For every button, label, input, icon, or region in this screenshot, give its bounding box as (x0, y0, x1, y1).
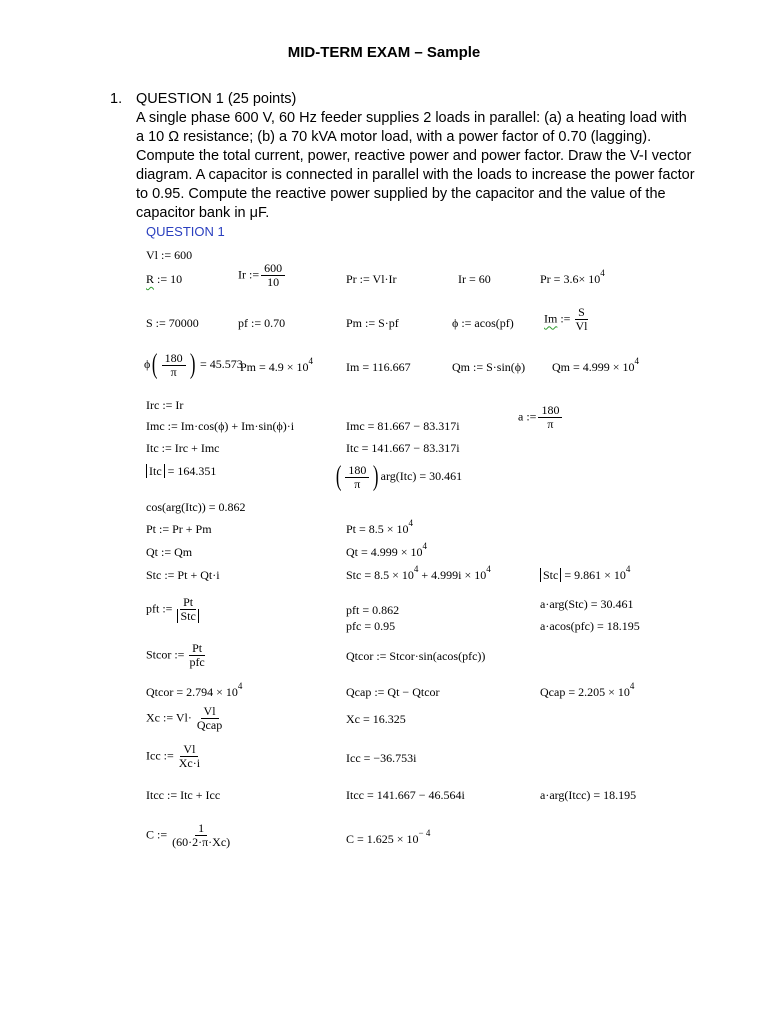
eq-a-def (518, 404, 564, 431)
eq-r-def (146, 272, 182, 286)
eq-icc-val: Icc = −36.753i (346, 751, 417, 765)
eq-itc-val: Itc = 141.667 − 83.317i (346, 441, 460, 455)
icc-denominator: Xc·i (178, 756, 201, 770)
stcor-numerator: Pt (189, 642, 205, 656)
eq-qm-val (552, 356, 640, 375)
eq-a-arg-stc: a·arg(Stc) = 30.461 (540, 597, 634, 611)
eq-phi-def: ϕ := acos(pf) (452, 316, 514, 330)
im-fraction (572, 306, 590, 333)
question-number: 1. (110, 91, 123, 107)
eq-pf-def: pf := 0.70 (238, 316, 286, 330)
paren-close-glyph: ) (189, 349, 196, 380)
eq-xc-def (146, 705, 227, 732)
stc-abs-var: Stc (540, 568, 561, 582)
eq-itcc-val: Itcc = 141.667 − 46.564i (346, 788, 465, 802)
eq-stc-abs (540, 564, 631, 583)
pr-val-exp: 4 (600, 268, 605, 278)
xc-fraction (194, 705, 225, 732)
eq-a-acos-pfc: a·acos(pfc) = 18.195 (540, 619, 640, 633)
eq-stc-def: Stc := Pt + Qt·i (146, 568, 220, 582)
eq-ir-def (238, 262, 287, 289)
im-denominator: Vl (575, 319, 588, 333)
eq-c-def (146, 822, 235, 849)
pm-val-base: Pm = 4.9 × 10 (240, 360, 309, 374)
eq-im-val: Im = 116.667 (346, 360, 411, 374)
stc-abs-base: = 9.861 × 10 (561, 568, 626, 582)
phi-deg-numerator: 180 (162, 352, 186, 366)
page-title: MID-TERM EXAM – Sample (287, 44, 481, 61)
section-label: QUESTION 1 (146, 224, 225, 239)
phi-deg-denominator: π (170, 364, 177, 379)
stcor-fraction (186, 642, 207, 669)
question-text: A single phase 600 V, 60 Hz feeder supplies 2 loads in parallel: (a) a heating load with a 10 Ω resistance; (b) a 70 kVA motor load, with a power factor of 0.70 (lagging). Compute the total current, power, reactive power and power factor. Draw the V-I vector diagram. A capacitor is connected in parallel with the loads to increase the power factor to 0.95. Compute the reactive power supplied by the capacitor and the value of the capacitor bank in μF. (136, 110, 695, 221)
itc-arg-rest: arg(Itc) = 30.461 (380, 468, 463, 483)
stcor-lhs: Stcor := (146, 647, 185, 662)
paren-close-glyph: ) (373, 461, 379, 492)
itc-arg-fraction (345, 464, 369, 491)
c-fraction (169, 822, 233, 849)
qt-val-base: Qt = 4.999 × 10 (346, 545, 423, 559)
ir-fraction (261, 262, 285, 289)
eq-pfc-val: pfc = 0.95 (346, 619, 396, 633)
eq-cos-arg: cos(arg(Itc)) = 0.862 (146, 500, 246, 514)
phi-deg-fraction (162, 352, 186, 379)
eq-itc-abs (146, 464, 216, 478)
eq-ir-val: Ir = 60 (458, 272, 491, 286)
pt-val-exp: 4 (408, 518, 414, 528)
eq-imc-val: Imc = 81.667 − 83.317i (346, 419, 460, 433)
eq-qcap-def: Qcap := Qt − Qtcor (346, 685, 440, 699)
qtcor-val-exp: 4 (237, 681, 243, 691)
r-rest: := 10 (154, 272, 183, 286)
im-numerator: S (575, 306, 588, 320)
eq-xc-val: Xc = 16.325 (346, 712, 406, 726)
qm-val-base: Qm = 4.999 × 10 (552, 360, 635, 374)
a-fraction (538, 404, 562, 431)
stc-abs-exp: 4 (625, 564, 631, 574)
c-val-exp: − 4 (418, 828, 431, 838)
eq-qm-def: Qm := S·sin(ϕ) (452, 360, 526, 374)
phi-deg-val: = 45.573 (199, 356, 243, 371)
r-var: R (146, 272, 155, 286)
eq-stcor-def (146, 642, 210, 669)
pt-val-base: Pt = 8.5 × 10 (346, 522, 409, 536)
eq-pr-def: Pr := Vl·Ir (346, 272, 397, 286)
im-var: Im (544, 311, 558, 326)
eq-pm-def: Pm := S·pf (346, 316, 399, 330)
eq-qt-def: Qt := Qm (146, 545, 193, 559)
icc-numerator: Vl (180, 743, 198, 757)
qcap-val-base: Qcap = 2.205 × 10 (540, 685, 630, 699)
a-lhs: a := (518, 409, 537, 424)
eq-qtcor-def: Qtcor := Stcor·sin(acos(pfc)) (346, 649, 486, 663)
eq-icc-def (146, 743, 205, 770)
stcor-denominator: pfc (189, 655, 205, 669)
pr-val-base: Pr = 3.6× 10 (540, 272, 601, 286)
pft-denominator-abs: Stc (177, 609, 198, 623)
eq-qcap-val (540, 681, 635, 700)
eq-itc-def: Itc := Irc + Imc (146, 441, 220, 455)
pft-lhs: pft := (146, 601, 173, 616)
eq-qt-val (346, 541, 428, 560)
xc-numerator: Vl (201, 705, 219, 719)
question-heading-text: QUESTION 1 (25 points) (136, 91, 297, 107)
phi-deg-fn: ϕ (144, 356, 151, 371)
eq-vl-def: Vl := 600 (146, 248, 193, 262)
eq-pr-val (540, 268, 605, 287)
ir-denominator: 10 (267, 275, 280, 289)
c-numerator: 1 (195, 822, 207, 836)
qcap-val-exp: 4 (629, 681, 635, 691)
ir-lhs: Ir := (238, 267, 260, 282)
stc-val-a: Stc = 8.5 × 10 (346, 568, 414, 582)
ir-numerator: 600 (261, 262, 285, 276)
itc-arg-denominator: π (354, 476, 361, 491)
eq-qtcor-val (146, 681, 243, 700)
qtcor-val-base: Qtcor = 2.794 × 10 (146, 685, 238, 699)
stc-val-a-exp: 4 (413, 564, 419, 574)
eq-pt-def: Pt := Pr + Pm (146, 522, 212, 536)
icc-lhs: Icc := (146, 748, 174, 763)
qt-val-exp: 4 (422, 541, 428, 551)
a-numerator: 180 (538, 404, 562, 418)
c-lhs: C := (146, 827, 168, 842)
c-denominator: (60·2·π·Xc) (172, 835, 231, 849)
stc-val-b-exp: 4 (486, 564, 491, 574)
eq-pft-def (146, 596, 204, 623)
itc-arg-numerator: 180 (345, 464, 369, 478)
icc-fraction (176, 743, 203, 770)
question-heading (110, 91, 296, 107)
pm-val-exp: 4 (308, 356, 314, 366)
eq-c-val (346, 828, 431, 847)
stc-val-b: + 4.999i × 10 (418, 568, 487, 582)
pft-numerator: Pt (180, 596, 196, 610)
eq-pm-val (240, 356, 314, 375)
paren-open-glyph: ( (335, 461, 342, 492)
eq-im-def (544, 306, 592, 333)
pft-denominator (174, 610, 201, 623)
eq-pt-val (346, 518, 414, 537)
xc-lhs: Xc := Vl· (146, 710, 192, 725)
eq-stc-val (346, 564, 491, 583)
eq-itcc-def: Itcc := Itc + Icc (146, 788, 221, 802)
eq-imc-def: Imc := Im·cos(ϕ) + Im·sin(ϕ)·i (146, 419, 295, 433)
eq-pft-val: pft = 0.862 (346, 603, 400, 617)
itc-abs-var: Itc (146, 464, 165, 478)
c-val-base: C = 1.625 × 10 (346, 832, 419, 846)
qm-val-exp: 4 (634, 356, 640, 366)
im-rest: := (557, 311, 571, 326)
itc-abs-val: = 164.351 (164, 464, 217, 478)
pft-fraction (174, 596, 201, 623)
eq-phi-deg (144, 350, 243, 380)
eq-s-def: S := 70000 (146, 316, 199, 330)
a-denominator: π (547, 417, 554, 431)
eq-irc-def: Irc := Ir (146, 398, 184, 412)
eq-a-arg-itcc: a·arg(Itcc) = 18.195 (540, 788, 637, 802)
eq-itc-arg (334, 462, 462, 492)
xc-denominator: Qcap (196, 718, 223, 732)
paren-open-glyph: ( (152, 349, 158, 380)
